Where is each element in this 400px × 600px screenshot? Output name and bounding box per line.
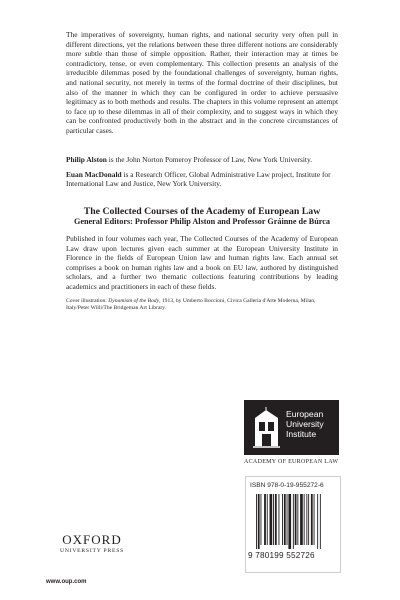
- series-text: Published in four volumes each year, The Collected Courses of the Academy of European Law draw upon lectures given each summer at the European University Institute in Florence in the fields of European Union law and human rights law. Each annual set comprises a book on human rights law and a book on EU law, authored by distinguished scholars, and a further two thematic collections featuring contributions by leading academics and practitioners in each of these fields.: [66, 234, 338, 291]
- caption-suffix: , 1913, by Umberto Boccioni, Civica Galleria d'Arte Moderna, Milan, Italy/Peter Willi/The Bridgeman Art Library.: [66, 298, 316, 312]
- author-bios: [66, 155, 338, 189]
- author-bio-alston: [66, 155, 338, 165]
- eui-logo-text: [286, 409, 338, 439]
- eui-logo-line: University: [286, 419, 324, 429]
- cover-caption: [66, 298, 338, 312]
- description-text: The imperatives of sovereignty, human rights, and national security very often pull in different directions, yet the relations between these three different notions are considerably more subtle than those of simple opposition. Rather, their interaction may at times be contradictory, tense, or even complementary. This collection presents an analysis of the irreducible dilemmas posed by the foundational challenges of sovereignty, human rights, and national security, not merely in terms of the formal doctrine of their disciplines, but also of the manner in which they can be configured in order to achieve persuasive legitimacy as to both methods and results. The chapters in this volume represent an attempt to face up to these dilemmas in all of their complexity, and to suggest ways in which they can be confronted productively both in the abstract and in the concrete circumstances of particular cases.: [66, 30, 338, 135]
- book-description: [66, 30, 338, 136]
- author-bio-text: is a Research Officer, Global Administrative Law project, Institute for International Law and Justice, New York University.: [66, 169, 331, 189]
- caption-work-title: Dynamism of the Body: [108, 298, 160, 304]
- author-bio-macdonald: [66, 170, 338, 189]
- isbn-label: ISBN 978-0-19-955272-6: [250, 482, 324, 489]
- series-description: [66, 234, 338, 292]
- isbn-barcode-box: [245, 476, 341, 573]
- barcode-icon: [256, 494, 334, 549]
- eui-logo-line: European: [286, 409, 324, 419]
- author-name: Euan MacDonald: [66, 169, 122, 179]
- barcode-digits: 9 780199 552726: [248, 551, 315, 560]
- building-icon: [250, 406, 283, 449]
- caption-text: [66, 298, 338, 312]
- series-title: The Collected Courses of the Academy of European Law: [83, 206, 321, 217]
- author-bio-text: is the John Norton Pomeroy Professor of Law, New York University.: [106, 155, 313, 164]
- publisher-name: OXFORD: [62, 532, 122, 547]
- eui-logo-line: Institute: [286, 429, 317, 439]
- eui-logo: [244, 400, 339, 455]
- series-editors: General Editors: Professor Philip Alston and Professor Gráinne de Búrca: [73, 217, 330, 226]
- series-heading: [66, 206, 338, 227]
- academy-label: ACADEMY OF EUROPEAN LAW: [244, 459, 339, 465]
- publisher-subtitle: UNIVERSITY PRESS: [59, 548, 125, 554]
- publisher-url: www.oup.com: [46, 579, 87, 585]
- caption-prefix: Cover illustration:: [66, 298, 109, 304]
- author-name: Philip Alston: [66, 155, 107, 164]
